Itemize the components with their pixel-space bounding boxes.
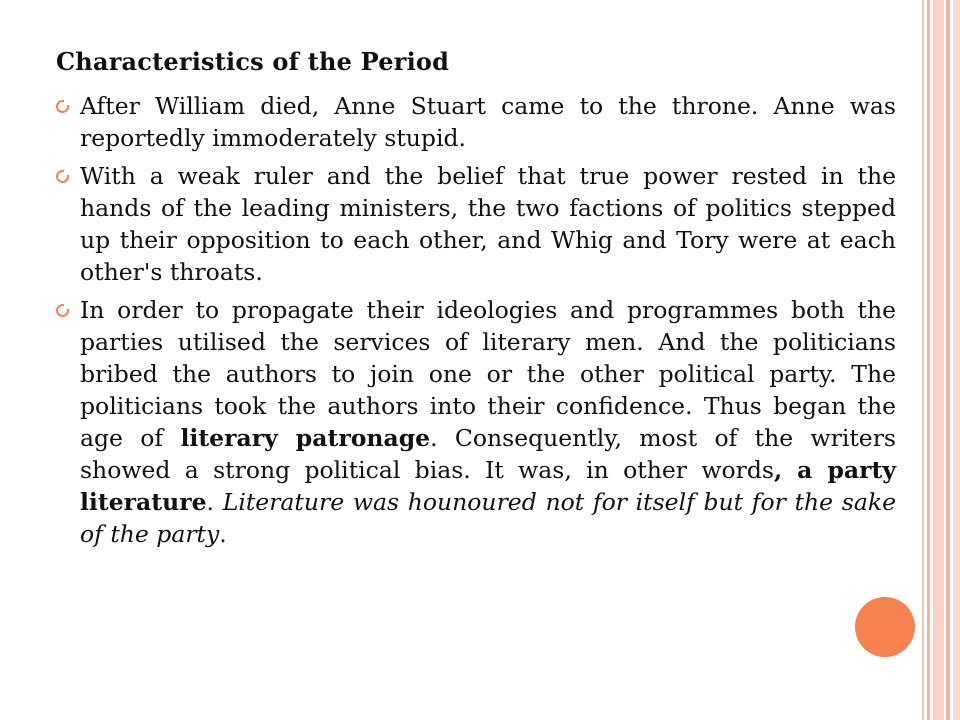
bullet-icon	[56, 100, 69, 113]
bullet-icon	[56, 170, 69, 183]
bullet-text-segment: .	[219, 520, 227, 548]
bullet-item	[54, 90, 896, 154]
bullet-item	[54, 294, 896, 550]
bullet-text: After William died, Anne Stuart came to the throne. Anne was reportedly immoderately stupid.	[80, 92, 896, 152]
bullet-text-segment: . Consequently, most of the writers showed a strong political bias. It was, in other words	[80, 424, 896, 484]
bullet-item	[54, 160, 896, 288]
decorative-stripe	[946, 0, 950, 720]
decorative-stripe	[927, 0, 930, 720]
italic-phrase: Literature was hounoured not for itself but for the sake of the party	[80, 488, 896, 548]
bold-phrase: literary patronage	[180, 424, 431, 452]
decorative-stripe	[922, 0, 924, 720]
bullet-text	[80, 296, 896, 548]
bullet-text-segment: .	[206, 488, 223, 516]
bullet-text-segment: In order to propagate their ideologies and programmes both the parties utilised the services of literary men. And the politicians bribed the authors to join one or the other political party. The politicians took the authors into their confidence. Thus began the age of	[80, 296, 896, 452]
decorative-circle	[855, 597, 915, 657]
decorative-stripe	[933, 0, 944, 720]
bullet-icon	[56, 304, 69, 317]
bullet-list	[54, 90, 896, 556]
bold-phrase: , a party literature	[80, 456, 896, 516]
slide-title: Characteristics of the Period	[56, 47, 450, 76]
decorative-stripe	[953, 0, 960, 720]
bullet-text: With a weak ruler and the belief that true power rested in the hands of the leading ministers, the two factions of politics stepped up their opposition to each other, and Whig and Tory were at each other's throats.	[80, 162, 896, 286]
